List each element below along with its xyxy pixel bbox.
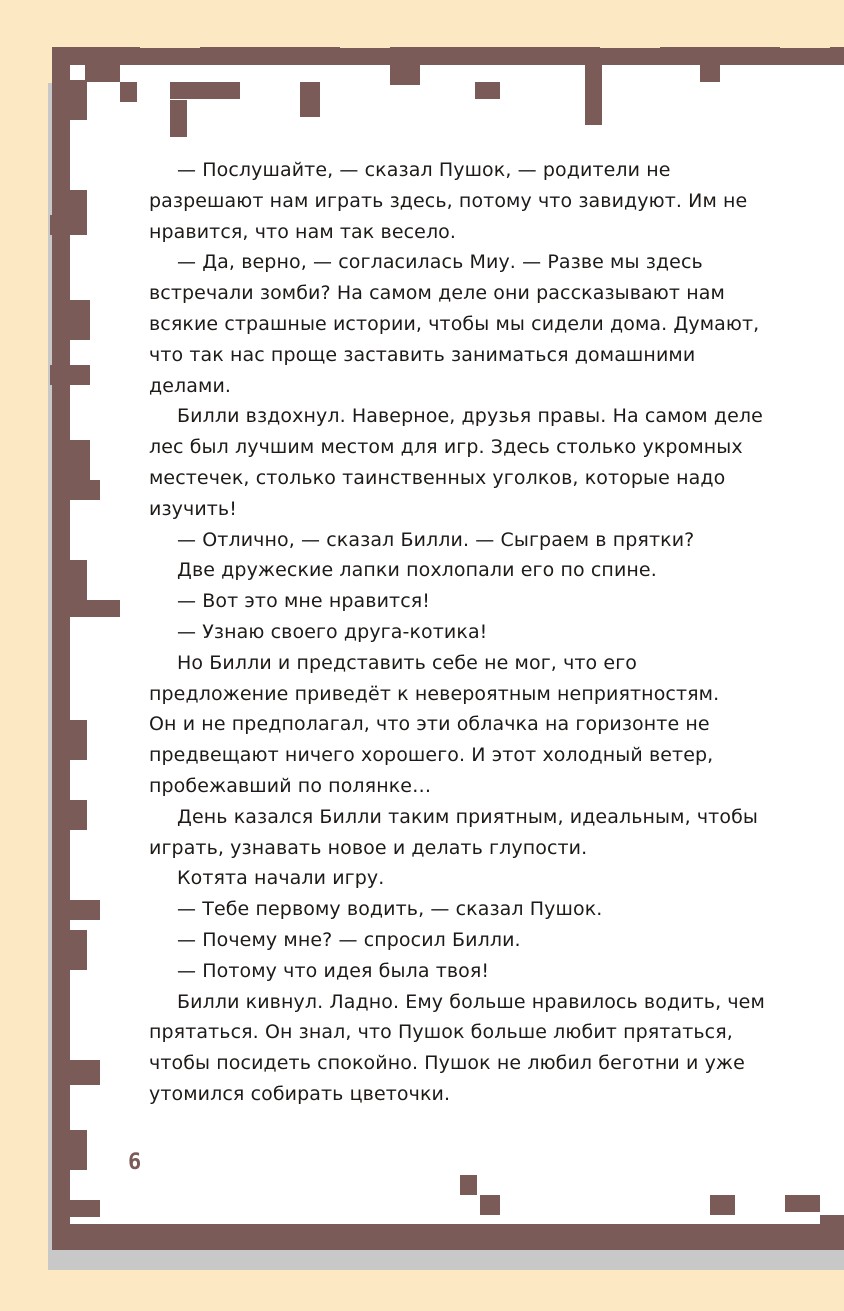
frame-step: [170, 100, 187, 117]
text-line: — Узнаю своего друга-котика!: [177, 620, 488, 643]
page-number: 6: [128, 1150, 142, 1175]
frame-step: [585, 65, 602, 105]
text-line: — Да, верно, — согласилась Миу. — Разве мы здесь: [177, 251, 703, 274]
text-line: Но Билли и представить себе не мог, что его: [177, 651, 638, 674]
frame-step: [785, 1195, 820, 1212]
text-line: — Послушайте, — сказал Пушок, — родители не: [177, 159, 671, 181]
text-line: Две дружеские лапки похлопали его по спине.: [177, 559, 657, 582]
frame-step: [70, 1130, 87, 1170]
frame-step: [70, 800, 87, 830]
frame-step: [70, 560, 87, 600]
frame-step: [50, 365, 90, 385]
frame-step: [205, 82, 240, 99]
frame-step: [70, 300, 90, 340]
frame-notch: [340, 30, 390, 48]
frame-step: [70, 480, 100, 500]
text-line: местечек, столько таинственных уголков, которые надо: [149, 466, 726, 489]
text-line: лес был лучшим местом для игр. Здесь столько укромных: [149, 436, 743, 459]
frame-step: [170, 117, 187, 137]
frame-step: [710, 1195, 735, 1215]
text-line: — Потому что идея была твоя!: [177, 959, 490, 982]
frame-step: [50, 215, 87, 235]
text-line: прятаться. Он знал, что Пушок больше любит прятаться,: [149, 1021, 733, 1044]
text-line: День казался Билли таким приятным, идеальным, чтобы: [177, 805, 758, 828]
frame-step: [390, 65, 420, 85]
frame-step: [70, 720, 87, 760]
frame-step: [70, 930, 87, 970]
text-line: Билли вздохнул. Наверное, друзья правы. На самом деле: [177, 405, 763, 428]
frame-step: [480, 1195, 500, 1215]
frame-step: [70, 900, 100, 920]
frame-notch: [780, 30, 830, 48]
frame-step: [85, 65, 120, 82]
frame-step: [70, 1200, 100, 1217]
text-line: Он и не предполагал, что эти облачка на горизонте не: [149, 713, 710, 736]
frame-step: [70, 190, 87, 215]
text-line: всякие страшные истории, чтобы мы сидели дома. Думают,: [149, 312, 760, 335]
text-line: — Почему мне? — спросил Билли.: [177, 928, 521, 951]
text-line: — Вот это мне нравится!: [177, 590, 430, 613]
text-line: утомился собирать цветочки.: [149, 1082, 451, 1105]
frame-step: [585, 100, 602, 125]
frame-step: [820, 1215, 844, 1232]
frame-step: [700, 65, 720, 82]
text-line: — Отлично, — сказал Билли. — Сыграем в прятки?: [177, 528, 695, 551]
text-line: изучить!: [149, 497, 237, 520]
text-line: предвещают ничего хорошего. И этот холодный ветер,: [149, 744, 714, 767]
text-line: — Тебе первому водить, — сказал Пушок.: [177, 898, 603, 921]
frame-notch: [40, 28, 80, 46]
text-line: пробежавший по полянке…: [149, 774, 432, 797]
text-line: что так нас проще заставить заниматься домашними: [149, 343, 696, 366]
text-line: встречали зомби? На самом деле они рассказывают нам: [149, 282, 725, 305]
frame-step: [460, 1175, 477, 1195]
frame-notch: [600, 30, 660, 48]
frame-step: [120, 82, 137, 102]
text-line: разрешают нам играть здесь, потому что завидуют. Им не: [149, 189, 748, 212]
text-line: Котята начали игру.: [177, 867, 385, 890]
frame-step: [300, 82, 320, 117]
frame-notch: [140, 30, 200, 48]
frame-step: [70, 440, 90, 480]
frame-step: [70, 1060, 100, 1085]
page-text: [149, 155, 769, 1110]
frame-step: [475, 82, 500, 99]
frame-step: [70, 80, 87, 120]
text-line: играть, узнавать новое и делать глупости.: [149, 836, 588, 859]
text-line: нравится, что нам так весело.: [149, 220, 457, 243]
text-line: предложение приведёт к невероятным неприятностям.: [149, 682, 720, 705]
text-line: делами.: [149, 374, 232, 397]
frame-notch: [430, 20, 470, 38]
frame-step: [70, 600, 120, 617]
text-line: Билли кивнул. Ладно. Ему больше нравилось водить, чем: [177, 990, 765, 1013]
text-line: чтобы посидеть спокойно. Пушок не любил беготни и уже: [149, 1052, 745, 1075]
